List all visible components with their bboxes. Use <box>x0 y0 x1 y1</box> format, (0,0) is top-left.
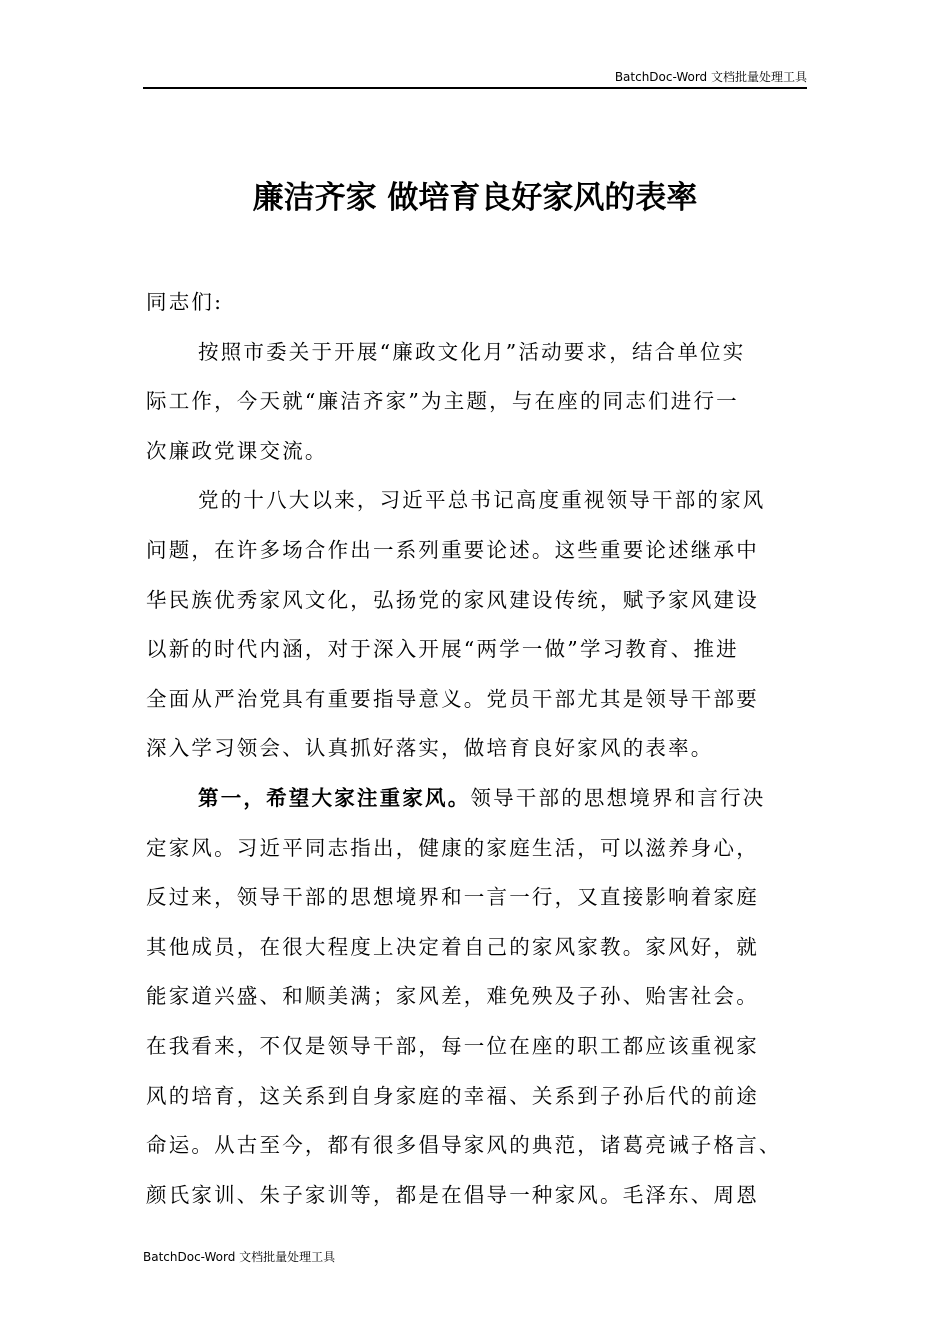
paragraph-3 <box>146 774 808 1220</box>
document-title: 廉洁齐家 做培育良好家风的表率 <box>252 180 698 216</box>
paragraph-2 <box>146 476 808 774</box>
paragraph-1-line-3: 次廉政党课交流。 <box>146 438 328 463</box>
paragraph-3-line-5: 能家道兴盛、和顺美满；家风差，难免殃及子孙、贻害社会。 <box>146 984 759 1009</box>
page-header-text: BatchDoc-Word 文档批量处理工具 <box>614 70 807 84</box>
paragraph-3-line-7: 风的培育，这关系到自身家庭的幸福、关系到子孙后代的前途 <box>146 1083 759 1108</box>
paragraph-2-line-5: 全面从严治党具有重要指导意义。党员干部尤其是领导干部要 <box>146 686 759 711</box>
paragraph-1 <box>146 328 808 477</box>
paragraph-2-line-6: 深入学习领会、认真抓好落实，做培育良好家风的表率。 <box>146 736 714 761</box>
salutation <box>146 278 808 328</box>
paragraph-3-line-1 <box>146 774 808 824</box>
paragraph-1-line-1: 按照市委关于开展“廉政文化月”活动要求，结合单位实 <box>198 339 746 364</box>
page-footer-text: BatchDoc-Word 文档批量处理工具 <box>143 1250 336 1264</box>
document-body <box>146 278 808 1220</box>
paragraph-2-line-4: 以新的时代内涵，对于深入开展“两学一做”学习教育、推进 <box>146 637 739 662</box>
paragraph-3-first-rest: 领导干部的思想境界和言行决 <box>470 785 766 810</box>
paragraph-3-line-3: 反过来，领导干部的思想境界和一言一行，又直接影响着家庭 <box>146 885 759 910</box>
paragraph-3-line-4: 其他成员，在很大程度上决定着自己的家风家教。家风好，就 <box>146 934 759 959</box>
paragraph-3-line-9: 颜氏家训、朱子家训等，都是在倡导一种家风。毛泽东、周恩 <box>146 1182 759 1207</box>
paragraph-2-line-2: 问题，在许多场合作出一系列重要论述。这些重要论述继承中 <box>146 537 759 562</box>
salutation-line: 同志们: <box>146 290 224 314</box>
paragraph-2-line-3: 华民族优秀家风文化，弘扬党的家风建设传统，赋予家风建设 <box>146 587 759 612</box>
paragraph-3-line-8: 命运。从古至今，都有很多倡导家风的典范，诸葛亮诫子格言、 <box>146 1133 782 1158</box>
paragraph-3-line-2: 定家风。习近平同志指出，健康的家庭生活，可以滋养身心， <box>146 835 759 860</box>
paragraph-2-line-1: 党的十八大以来，习近平总书记高度重视领导干部的家风 <box>198 488 766 513</box>
paragraph-3-line-6: 在我看来，不仅是领导干部，每一位在座的职工都应该重视家 <box>146 1033 759 1058</box>
paragraph-3-lead: 第一，希望大家注重家风。 <box>198 785 471 810</box>
paragraph-1-line-2: 际工作，今天就“廉洁齐家”为主题，与在座的同志们进行一 <box>146 389 739 414</box>
header-rule <box>143 87 807 89</box>
